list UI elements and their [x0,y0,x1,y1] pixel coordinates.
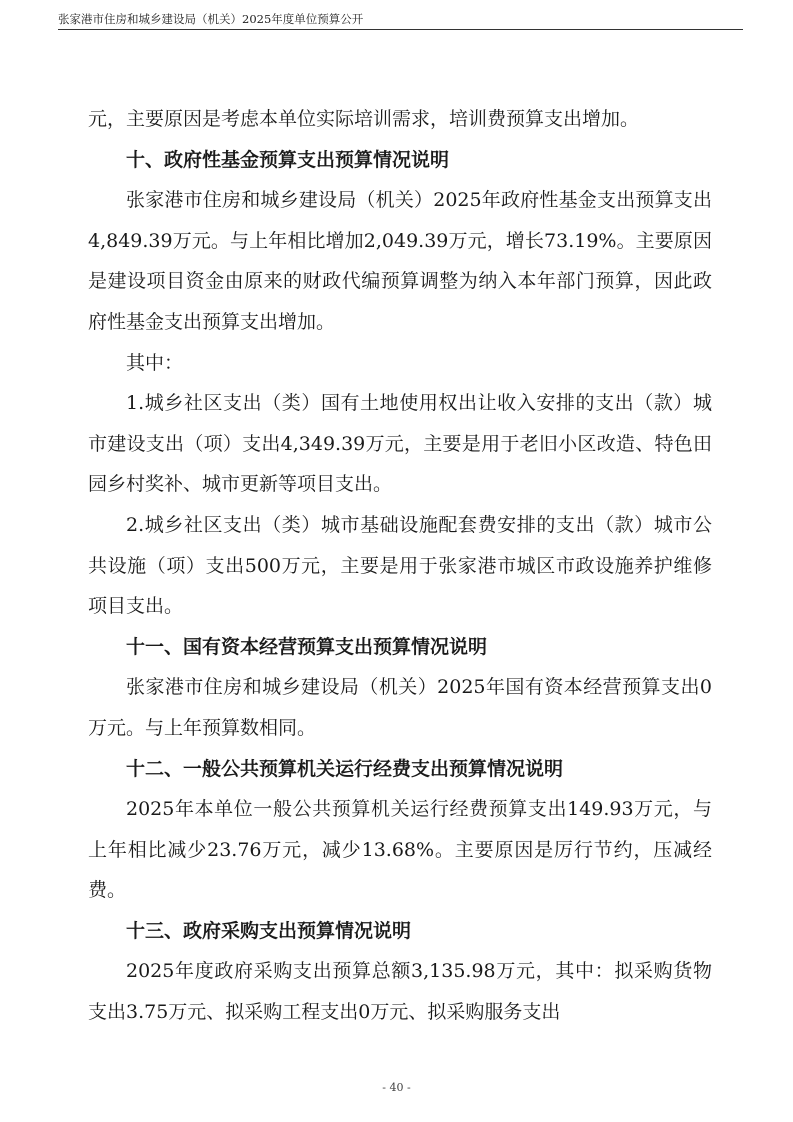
page-number: - 40 - [382,1081,411,1094]
paragraph-among: 其中： [126,351,184,374]
paragraph-item-1: 1.城乡社区支出（类）国有土地使用权出让收入安排的支出（款）城市建设支出（项）支出4,349.39万元，主要是用于老旧小区改造、特色田园乡村奖补、城市更新等项目支出。 [88,392,712,496]
header-rule [58,29,743,30]
paragraph-procurement: 2025年度政府采购支出预算总额3,135.98万元，其中：拟采购货物支出3.75万元、拟采购工程支出0万元、拟采购服务支出 [88,960,712,1024]
section-heading-11: 十一、国有资本经营预算支出预算情况说明 [126,635,488,658]
paragraph-item-2: 2.城乡社区支出（类）城市基础设施配套费安排的支出（款）城市公共设施（项）支出500万元，主要是用于张家港市城区市政设施养护维修项目支出。 [88,513,712,618]
running-header: 张家港市住房和城乡建设局（机关）2025年度单位预算公开 [58,12,364,26]
section-heading-13: 十三、政府采购支出预算情况说明 [126,919,412,942]
document-body [88,99,712,1033]
section-heading-10: 十、政府性基金预算支出预算情况说明 [126,148,450,171]
paragraph-state-capital: 张家港市住房和城乡建设局（机关）2025年国有资本经营预算支出0万元。与上年预算数相同。 [88,676,712,739]
section-heading-12: 十二、一般公共预算机关运行经费支出预算情况说明 [126,757,564,780]
paragraph-operating-cost: 2025年本单位一般公共预算机关运行经费预算支出149.93万元，与上年相比减少23.76万元，减少13.68%。主要原因是厉行节约，压减经费。 [88,798,712,902]
paragraph-fund-budget: 张家港市住房和城乡建设局（机关）2025年政府性基金支出预算支出4,849.39万元。与上年相比增加2,049.39万元，增长73.19%。主要原因是建设项目资金由原来的财政代编预算调整为纳入本年部门预算，因此政府性基金支出预算支出增加。 [88,189,712,333]
paragraph-continuation: 元，主要原因是考虑本单位实际培训需求，培训费预算支出增加。 [88,108,640,130]
